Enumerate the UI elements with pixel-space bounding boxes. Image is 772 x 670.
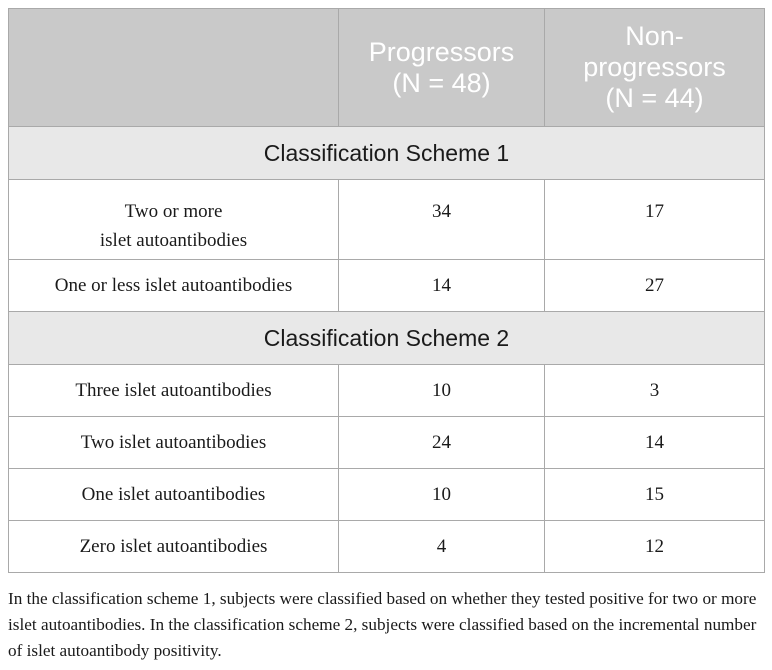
header-progressors-line-2: (N = 48)	[392, 67, 491, 98]
table-row	[9, 521, 765, 573]
table-row	[9, 180, 765, 260]
results-table	[8, 8, 765, 573]
progressors-value: 10	[339, 365, 545, 417]
results-table-container	[8, 8, 764, 573]
table-row	[9, 417, 765, 469]
table-row	[9, 260, 765, 312]
section-row-scheme-2	[9, 312, 765, 365]
header-non-progressors-line-3: (N = 44)	[605, 83, 704, 113]
header-non-progressors-line-2: progressors	[583, 52, 726, 82]
row-label-line-1: Two or more	[124, 201, 223, 222]
non-progressors-value: 17	[545, 180, 765, 260]
non-progressors-value: 12	[545, 521, 765, 573]
header-non-progressors-line-1: Non-	[625, 21, 684, 51]
section-title-scheme-1: Classification Scheme 1	[9, 127, 765, 180]
row-label-line-2: islet autoantibodies	[99, 230, 248, 251]
header-non-progressors	[545, 9, 765, 127]
table-row	[9, 469, 765, 521]
progressors-value: 14	[339, 260, 545, 312]
header-row	[9, 9, 765, 127]
header-empty-cell	[9, 9, 339, 127]
table-footnote: In the classification scheme 1, subjects were classified based on whether they tested positive for two or more islet autoantibodies. In the classification scheme 2, subjects were classified based on the incremental number of islet autoantibody positivity.	[8, 589, 757, 660]
non-progressors-value: 27	[545, 260, 765, 312]
progressors-value: 24	[339, 417, 545, 469]
row-label: One or less islet autoantibodies	[9, 260, 339, 312]
section-title-scheme-2: Classification Scheme 2	[9, 312, 765, 365]
non-progressors-value: 3	[545, 365, 765, 417]
table-row	[9, 365, 765, 417]
non-progressors-value: 14	[545, 417, 765, 469]
header-progressors	[339, 9, 545, 127]
row-label: Zero islet autoantibodies	[9, 521, 339, 573]
row-label: Two islet autoantibodies	[9, 417, 339, 469]
section-row-scheme-1	[9, 127, 765, 180]
row-label: One islet autoantibodies	[9, 469, 339, 521]
row-label	[9, 180, 339, 260]
non-progressors-value: 15	[545, 469, 765, 521]
progressors-value: 34	[339, 180, 545, 260]
progressors-value: 10	[339, 469, 545, 521]
row-label: Three islet autoantibodies	[9, 365, 339, 417]
progressors-value: 4	[339, 521, 545, 573]
header-progressors-line-1: Progressors	[368, 36, 515, 67]
